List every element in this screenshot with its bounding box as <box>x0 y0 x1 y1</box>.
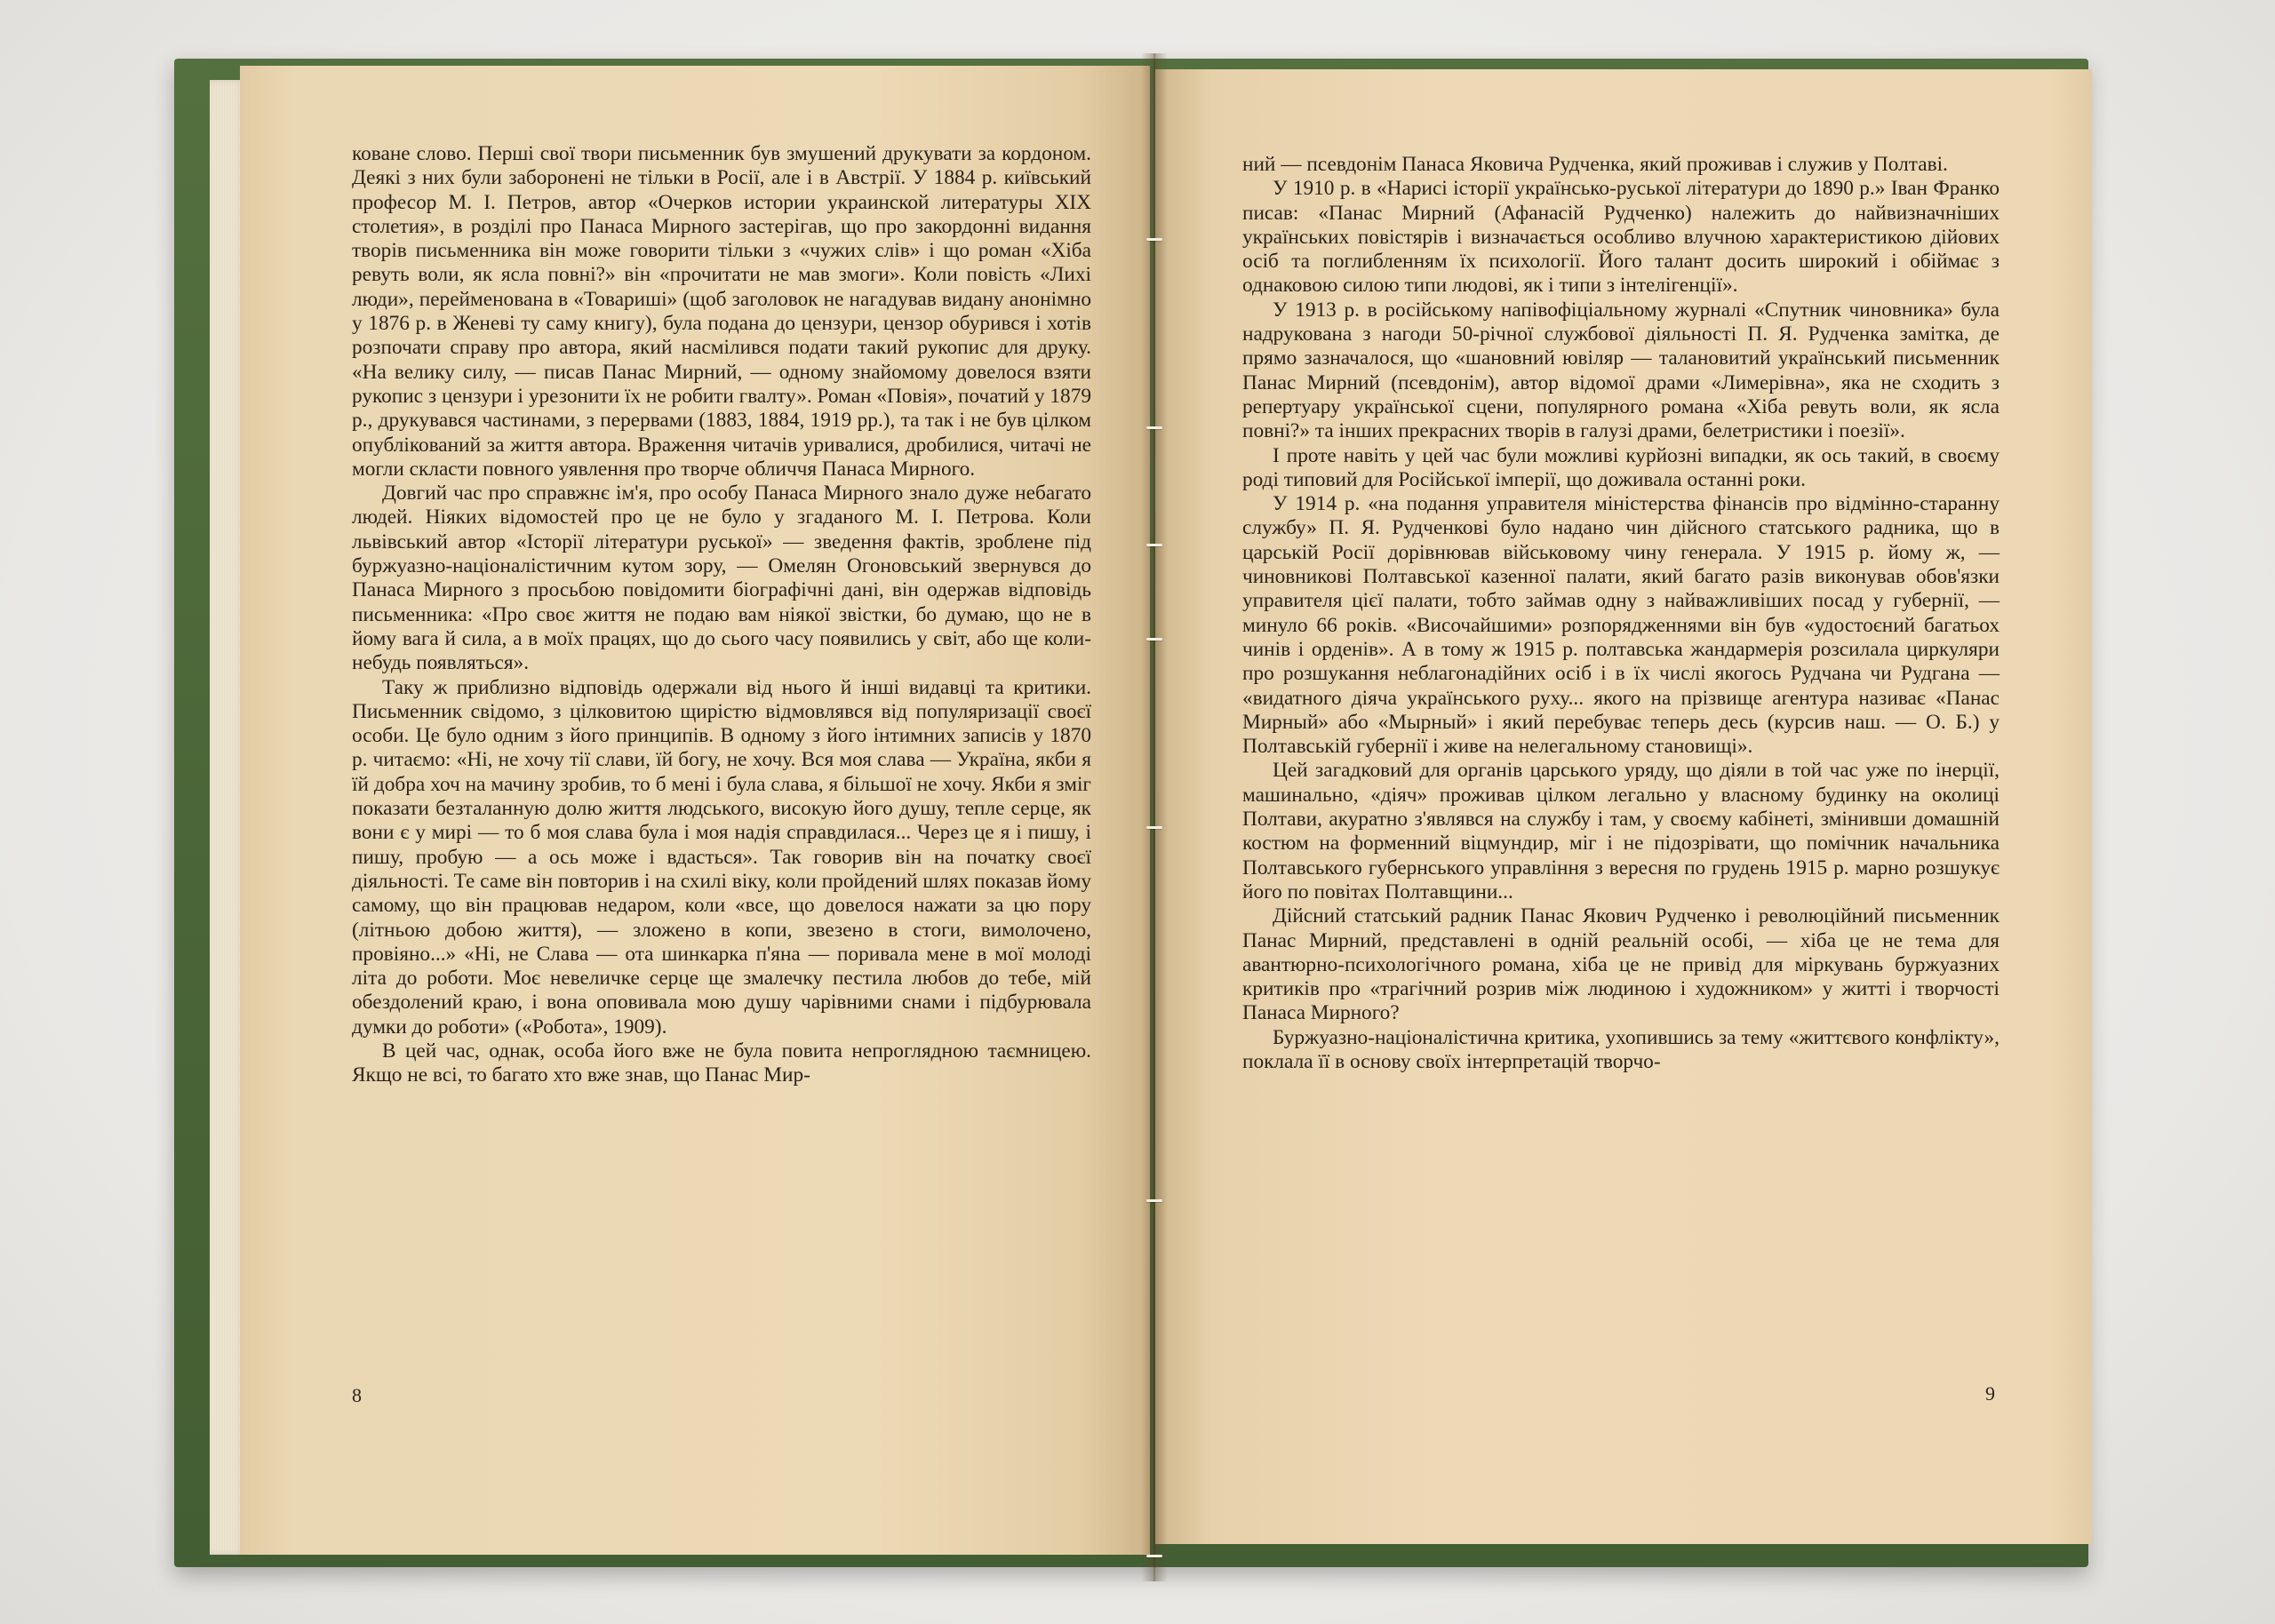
page-number-right: 9 <box>1985 1382 1995 1405</box>
paragraph: Довгий час про справжнє ім'я, про особу Панаса Мирного знало дуже небагато людей. Ніяких відомостей про це не було у згаданого М. І. Петрова. Коли львівський автор «Історії літератури руської» — зведення фактів, зроблене під буржуазно-націоналістичним кутом зору, — Омелян Огоновський звернувся до Панаса Мирного з просьбою повідомити біографічні дані, він одержав відповідь письменника: «Про своє життя не подаю вам ніякої звістки, бо думаю, що не в йому вага й сила, а в моїх працях, що до сього часу появились у світ, або ще коли-небудь появляться». <box>352 482 1091 675</box>
right-page-text <box>1242 153 2000 1074</box>
binding-stitch <box>1146 1555 1162 1557</box>
paragraph: У 1914 р. «на подання управителя міністерства фінансів про відмінно-старанну службу» П. Я. Рудченкові було надано чин дійсного статського радника, що в царській Росії дорівнював військовому чину генерала. У 1915 р. йому ж, — чиновникові Полтавської казенної палати, який багато разів виконував обов'язки управителя цієї палати, тобто займав одну з найважливіших посад у губернії, — минуло 66 років. «Височайшими» розпорядженнями він був «удостоєний багатьох чинів і орденів». А в тому ж 1915 р. полтавська жандармерія розсилала циркуляри про розшукання неблагонадійних осіб і в їх числі якогось Рудчана чи Рудгана — «видатного діяча українського руху... якого на прізвище агентура називає «Панас Мирный» або «Мырный» і який перебуває теперь десь (курсив наш. — О. Б.) у Полтавській губернії і живе на нелегальному становищі». <box>1242 492 2000 759</box>
paragraph: В цей час, однак, особа його вже не була повита непроглядною таємницею. Якщо не всі, то багато хто вже знав, що Панас Мир- <box>352 1039 1091 1087</box>
page-number-left: 8 <box>352 1384 362 1406</box>
book-gutter <box>1141 53 1168 1581</box>
binding-stitch <box>1146 544 1162 546</box>
binding-stitch <box>1146 826 1162 829</box>
binding-stitch <box>1146 1199 1162 1202</box>
paragraph: Цей загадковий для органів царського уряду, що діяли в той час уже по інерції, машинально, «діяч» проживав цілком легально у власному будинку на околиці Полтави, акуратно з'являвся на службу і там, у своєму кабінеті, змінивши домашній костюм на форменний віцмундир, міг і не підозрівати, що помічник начальника Полтавського губернського управління з вересня по грудень 1915 р. марно розшукує його по повітах Полтавщини... <box>1242 759 2000 904</box>
paragraph: Буржуазно-націоналістична критика, ухопившись за тему «життєвого конфлікту», поклала її в основу своїх інтерпретацій творчо- <box>1242 1025 2000 1073</box>
paragraph: Дійсний статський радник Панас Якович Рудченко і революційний письменник Панас Мирний, представлені в одній реальній особі, — хіба це не тема для авантюрно-психологічного романа, хіба це не привід для міркувань буржуазних критиків про «трагічний розрив між людиною і художником» у житті і творчості Панаса Мирного? <box>1242 904 2000 1025</box>
paragraph: коване слово. Перші свої твори письменник був змушений друкувати за кордоном. Деякі з них були заборонені не тільки в Росії, але і в Австрії. У 1884 р. київський професор М. І. Петров, автор «Очерков истории украинской литературы XIX столетия», в розділі про Панаса Мирного застерігав, що про закордонні видання творів письменника він може говорити тільки з «чужих слів» і що роман «Хіба ревуть воли, як ясла повні?» він «прочитати не мав змоги». Коли повість «Лихі люди», перейменована в «Товариші» (щоб заголовок не нагадував видану анонімно у 1876 р. в Женеві ту саму книгу), була подана до цензури, цензор обурився і хотів розпочати справу про автора, який насмілився подати такий рукопис для друку. «На велику силу, — писав Панас Мирний, — одному знайомому довелося взяти рукопис з цензури і урезонити їх не робити гвалту». Роман «Повія», початий у 1879 р., друкувався частинами, з перервами (1883, 1884, 1919 рр.), та так і не був цілком опублікований за життя автора. Враження читачів уривалися, дробилися, читачі не могли скласти повного уявлення про творче обличчя Панаса Мирного. <box>352 142 1091 481</box>
paragraph: ний — псевдонім Панаса Яковича Рудченка, який проживав і служив у Полтаві. <box>1242 153 1948 176</box>
paragraph: У 1913 р. в російському напівофіціальному журналі «Спутник чиновника» була надрукована з нагоди 50-річної службової діяльності П. Я. Рудченка замітка, де прямо зазначалося, що «шановний ювіляр — талановитий український письменник Панас Мирний (псевдонім), автор відомої драми «Лимерівна», яка не сходить з репертуару української сцени, популярного романа «Хіба ревуть воли, як ясла повні?» та інших прекрасних творів в галузі драми, белетристики і поезії». <box>1242 298 2000 443</box>
paragraph: І проте навіть у цей час були можливі курйозні випадки, як ось такий, в своєму роді типовий для Російської імперії, що доживала останні роки. <box>1242 443 2000 491</box>
left-page-text <box>352 142 1091 1088</box>
binding-stitch <box>1146 638 1162 641</box>
paragraph: У 1910 р. в «Нарисі історії українсько-руської літератури до 1890 р.» Іван Франко писав: «Панас Мирний (Афанасій Рудченко) належить до найвизначніших українських повістярів і визначається особливо влучною характеристикою дійових осіб та поглибленням їх психології. Його талант досить широкий і обіймає з однаковою силою типи людові, як і типи з інтелігенції». <box>1242 177 2000 298</box>
binding-stitch <box>1146 426 1162 429</box>
binding-stitch <box>1146 238 1162 241</box>
paragraph: Таку ж приблизно відповідь одержали від нього й інші видавці та критики. Письменник свідомо, з цілковитою щирістю відмовлявся від популяризації своєї особи. Це було одним з його принципів. В одному з його інтимних записів у 1870 р. читаємо: «Ні, не хочу тії слави, їй богу, не хочу. Вся моя слава — Україна, якби я їй добра хоч на мачину зробив, то б мені і була слава, я більшої не хочу. Якби я зміг показати безталанную долю життя людського, високую його душу, тепле серце, як вони є у мирі — то б моя слава була і моя надія справдилася... Через це я і пишу, і пишу, пробую — а ось може і вдасться». Так говорив він на початку своєї діяльності. Те саме він повторив і на схилі віку, коли пройдений шлях показав йому самому, що він працював недаром, коли «все, що довелося нажати за цю пору (літньою добою життя), — зложено в копи, звезено в стоги, вимолочено, провіяно...» «Ні, не Слава — ота шинкарка п'яна — поривала мене в мої молоді літа до роботи. Моє невеличке серце ще змалечку пестила любов до тебе, мій обездолений краю, і вона оповивала мою душу чарівними снами і підбурювала думки до роботи» («Робота», 1909). <box>352 675 1091 1039</box>
